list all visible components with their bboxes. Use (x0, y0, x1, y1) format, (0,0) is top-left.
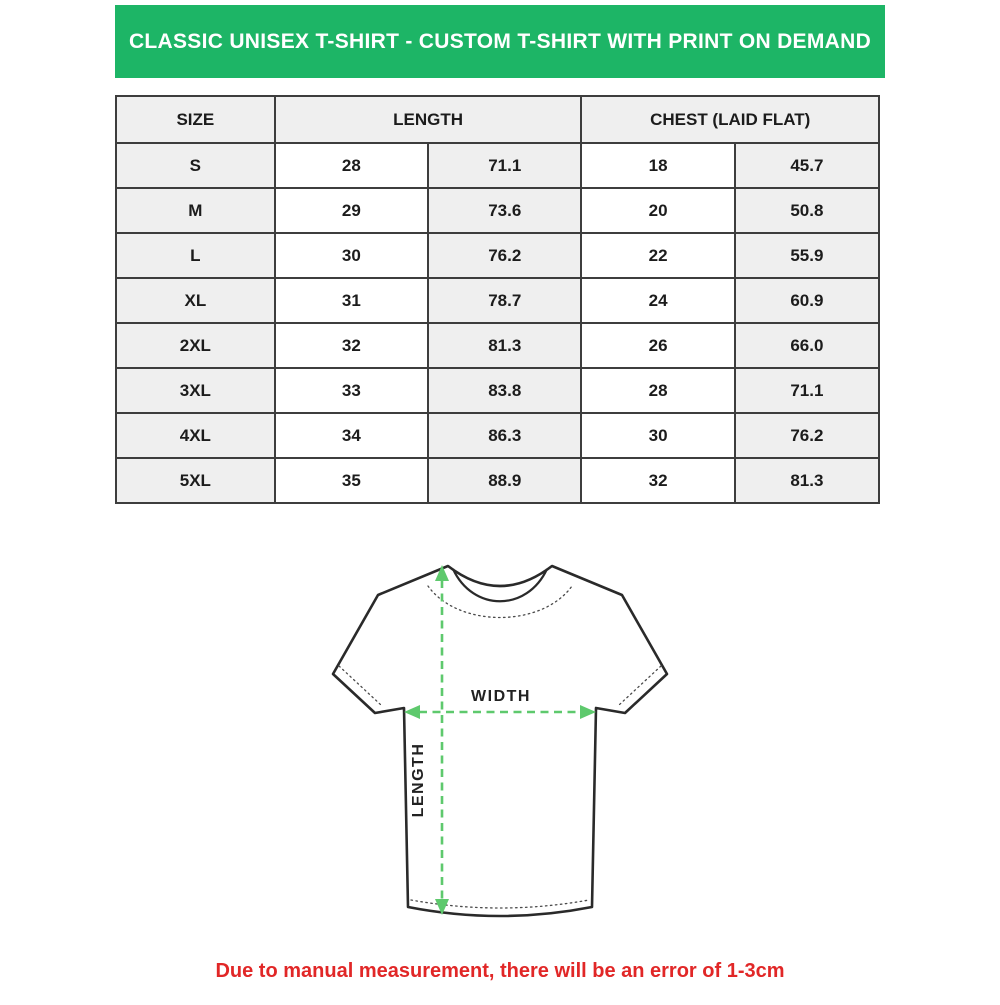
chest-cm-cell: 81.3 (735, 458, 879, 503)
table-row (116, 458, 879, 503)
chest-in-cell: 24 (581, 278, 734, 323)
measurement-disclaimer: Due to manual measurement, there will be an error of 1-3cm (215, 960, 785, 982)
table-row (116, 323, 879, 368)
chest-cm-cell: 55.9 (735, 233, 879, 278)
page-title: CLASSIC UNISEX T-SHIRT - CUSTOM T-SHIRT WITH PRINT ON DEMAND (128, 29, 872, 53)
length-in-cell: 29 (275, 188, 428, 233)
length-in-cell: 31 (275, 278, 428, 323)
length-in-cell: 34 (275, 413, 428, 458)
chest-in-cell: 22 (581, 233, 734, 278)
chest-cm-cell: 66.0 (735, 323, 879, 368)
chest-in-cell: 30 (581, 413, 734, 458)
chest-cm-cell: 45.7 (735, 143, 879, 188)
size-cell: 2XL (116, 323, 275, 368)
size-cell: 3XL (116, 368, 275, 413)
header-size: SIZE (116, 96, 275, 143)
length-cm-cell: 88.9 (428, 458, 581, 503)
chest-cm-cell: 71.1 (735, 368, 879, 413)
length-cm-cell: 71.1 (428, 143, 581, 188)
chest-cm-cell: 76.2 (735, 413, 879, 458)
table-row (116, 278, 879, 323)
length-in-cell: 28 (275, 143, 428, 188)
header-chest: CHEST (LAID FLAT) (581, 96, 879, 143)
length-in-cell: 33 (275, 368, 428, 413)
tshirt-illustration (320, 554, 680, 926)
content-column (115, 5, 885, 983)
length-label: LENGTH (410, 742, 427, 818)
size-chart-table (115, 95, 880, 504)
table-row (116, 143, 879, 188)
chest-in-cell: 26 (581, 323, 734, 368)
tshirt-diagram (115, 554, 885, 926)
size-cell: XL (116, 278, 275, 323)
size-cell: 4XL (116, 413, 275, 458)
size-cell: M (116, 188, 275, 233)
size-cell: 5XL (116, 458, 275, 503)
chest-in-cell: 32 (581, 458, 734, 503)
table-row (116, 188, 879, 233)
table-row (116, 413, 879, 458)
chest-cm-cell: 50.8 (735, 188, 879, 233)
chest-in-cell: 18 (581, 143, 734, 188)
table-row (116, 368, 879, 413)
chest-in-cell: 28 (581, 368, 734, 413)
length-in-cell: 32 (275, 323, 428, 368)
header-length: LENGTH (275, 96, 582, 143)
length-in-cell: 35 (275, 458, 428, 503)
chest-cm-cell: 60.9 (735, 278, 879, 323)
length-cm-cell: 76.2 (428, 233, 581, 278)
title-banner (115, 5, 885, 78)
table-header-row (116, 96, 879, 143)
length-cm-cell: 81.3 (428, 323, 581, 368)
width-label: WIDTH (471, 688, 531, 705)
tshirt-outline (333, 566, 667, 916)
length-in-cell: 30 (275, 233, 428, 278)
length-cm-cell: 73.6 (428, 188, 581, 233)
chest-in-cell: 20 (581, 188, 734, 233)
length-cm-cell: 78.7 (428, 278, 581, 323)
length-cm-cell: 83.8 (428, 368, 581, 413)
table-row (116, 233, 879, 278)
size-chart-page (0, 5, 1000, 1005)
length-cm-cell: 86.3 (428, 413, 581, 458)
size-cell: S (116, 143, 275, 188)
size-cell: L (116, 233, 275, 278)
